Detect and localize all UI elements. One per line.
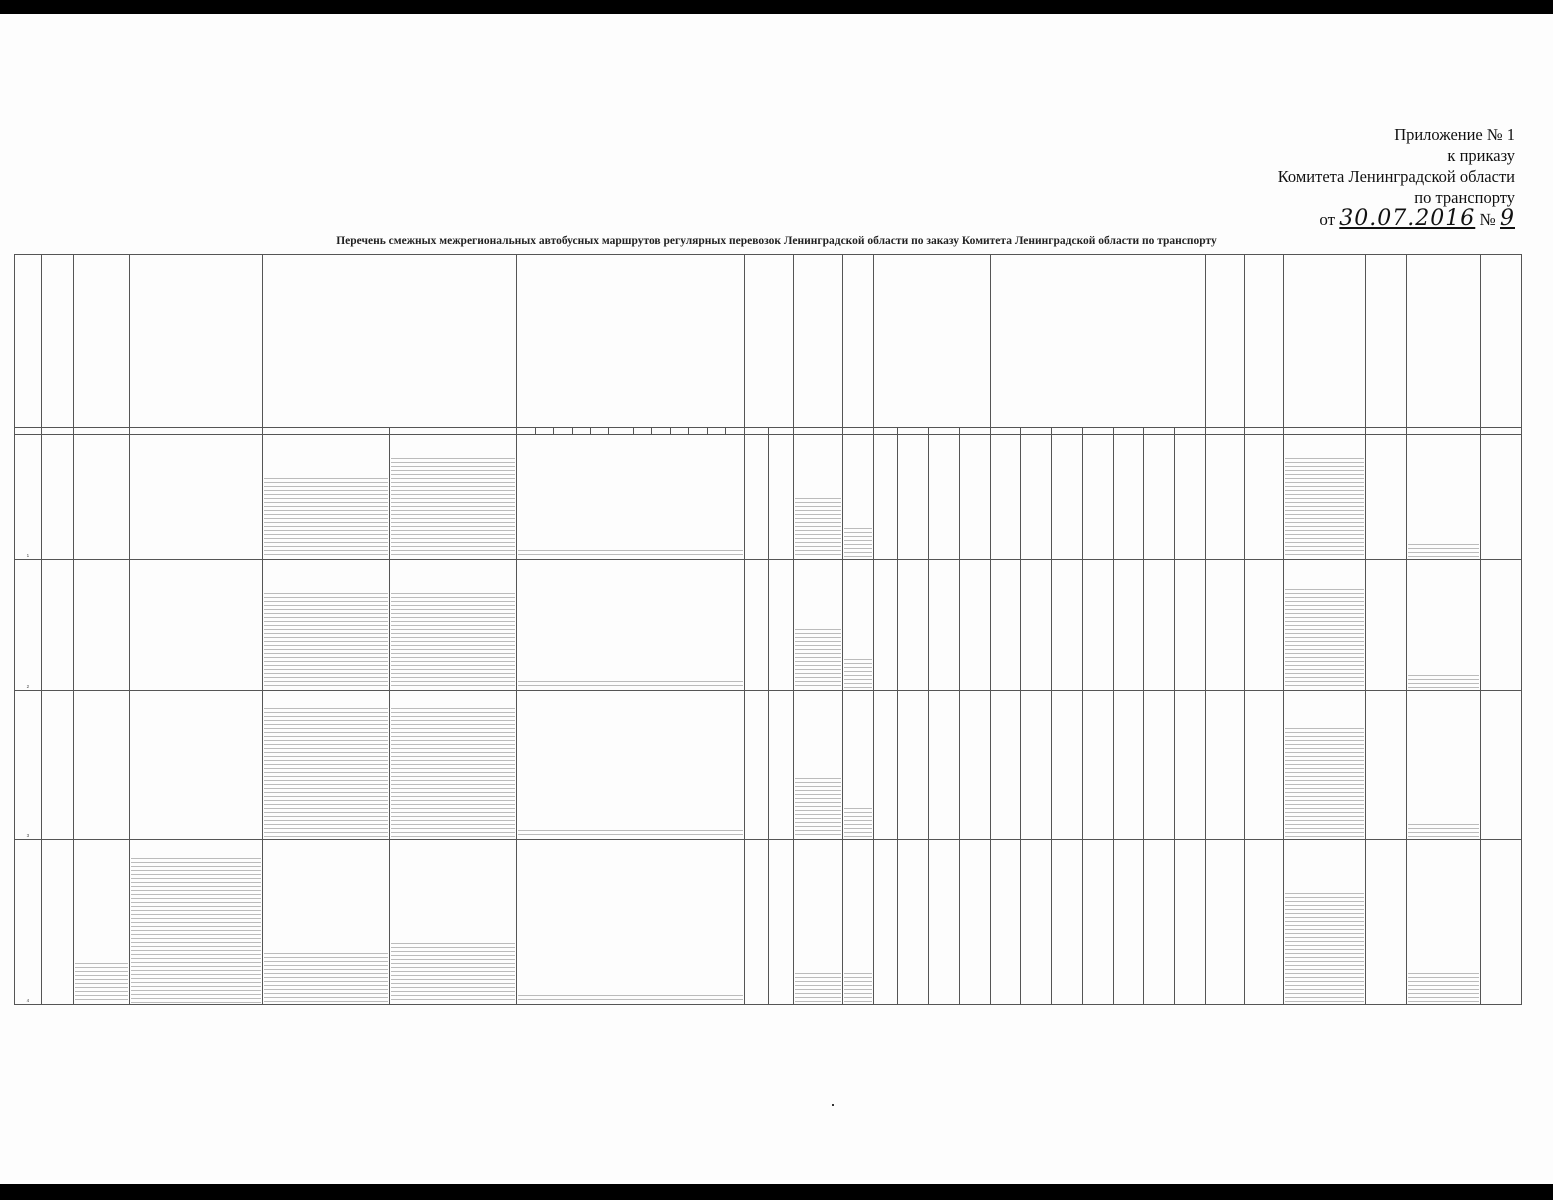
approval-line-2: к приказу [1447,146,1515,165]
approval-line-4: по транспорту [1414,188,1515,207]
column-number-cell [898,428,929,435]
table-cell [74,435,129,560]
table-cell [74,560,129,691]
table-cell [843,840,874,1005]
header-cell [1244,255,1283,428]
table-cell [1365,435,1406,560]
table-cell [929,840,960,1005]
header-cell [15,255,42,428]
table-cell [74,840,129,1005]
header-cell [1480,255,1521,428]
table-cell [744,691,769,840]
column-number-cell [929,428,960,435]
column-number-cell [634,428,652,435]
table-cell [1021,560,1052,691]
column-number-cell [390,428,517,435]
approval-line-3: Комитета Ленинградской области [1277,167,1515,186]
table-row [15,840,1522,1005]
approval-date-line [1278,208,1515,230]
header-cell [744,255,793,428]
table-cell [263,691,390,840]
header-cell [1406,255,1480,428]
table-cell [1480,560,1521,691]
column-number-cell [769,428,794,435]
table-cell [263,840,390,1005]
table-cell [898,840,929,1005]
table-cell [898,691,929,840]
table-cell [1021,840,1052,1005]
table-cell [390,435,517,560]
table-row [15,435,1522,560]
table-cell [1480,840,1521,1005]
column-number-cell [959,428,990,435]
table-cell [1113,560,1144,691]
column-number-cell [1283,428,1365,435]
table-cell [990,435,1021,560]
table-cell [1205,435,1244,560]
table-cell [769,840,794,1005]
column-number-cell [689,428,707,435]
table-cell [793,560,842,691]
table-cell [959,560,990,691]
header-cell [873,255,990,428]
column-number-cell [843,428,874,435]
table-cell [1144,691,1175,840]
table-cell [517,840,744,1005]
header-cell [129,255,262,428]
table-cell [1205,560,1244,691]
table-cell [873,691,898,840]
table-cell [1113,435,1144,560]
table-cell [1175,560,1206,691]
table-cell [1283,435,1365,560]
column-number-cell [1406,428,1480,435]
table-cell [959,691,990,840]
row-index: 1 [15,435,42,560]
table-cell [74,691,129,840]
table-cell [929,691,960,840]
table-cell [898,435,929,560]
approval-block [1278,124,1515,230]
table-cell [1052,691,1083,840]
table-cell [1244,435,1283,560]
table-cell [41,560,74,691]
column-number-cell [1175,428,1206,435]
table-cell [1052,560,1083,691]
column-number-cell [15,428,42,435]
order-date: 30.07.2016 [1339,206,1476,231]
table-cell [1480,691,1521,840]
table-cell [517,691,744,840]
header-cell [517,255,744,428]
column-number-cell [990,428,1021,435]
table-cell [873,435,898,560]
table-cell [744,435,769,560]
table-cell [1144,840,1175,1005]
table-cell [1021,435,1052,560]
table-cell [793,840,842,1005]
table-cell [129,691,262,840]
column-number-cell [129,428,262,435]
table-cell [41,435,74,560]
row-index: 2 [15,560,42,691]
column-number-cell [572,428,590,435]
header-cell [74,255,129,428]
document-page [0,14,1553,1184]
table-cell [990,691,1021,840]
table-header-row [15,255,1522,428]
table-cell [929,560,960,691]
table-cell [769,691,794,840]
table-cell [959,435,990,560]
table-cell [1175,435,1206,560]
table-cell [898,560,929,691]
table-cell [1365,560,1406,691]
table-cell [1175,840,1206,1005]
table-cell [263,560,390,691]
table-cell [1283,560,1365,691]
table-cell [1244,691,1283,840]
table-cell [1175,691,1206,840]
table-cell [1021,691,1052,840]
table-cell [1205,691,1244,840]
table-cell [1365,840,1406,1005]
table-cell [1244,560,1283,691]
table-cell [129,560,262,691]
table-cell [769,435,794,560]
approval-line-1: Приложение № 1 [1394,125,1515,144]
header-cell [1365,255,1406,428]
table-cell [390,560,517,691]
column-number-row [15,428,1522,435]
order-number: 9 [1500,206,1515,231]
table-cell [873,560,898,691]
row-index: 3 [15,691,42,840]
table-cell [744,840,769,1005]
column-number-cell [793,428,842,435]
table-cell [1144,435,1175,560]
header-cell [41,255,74,428]
column-number-cell [1205,428,1244,435]
column-number-cell [41,428,74,435]
table-row [15,691,1522,840]
table-cell [1283,691,1365,840]
table-cell [1052,435,1083,560]
column-number-cell [744,428,769,435]
table-cell [1082,435,1113,560]
table-cell [1082,691,1113,840]
table-cell [929,435,960,560]
table-cell [41,691,74,840]
scan-speck [832,1104,834,1106]
document-title: Перечень смежных межрегиональных автобусных маршрутов регулярных перевозок Ленинградской области по заказу Комитета Ленинградской области по транспорту [336,235,1217,247]
column-number-cell [74,428,129,435]
table-cell [517,560,744,691]
table-cell [843,691,874,840]
table-cell [1082,560,1113,691]
table-cell [793,435,842,560]
table-cell [959,840,990,1005]
column-number-cell [1082,428,1113,435]
table-cell [1082,840,1113,1005]
table-cell [990,840,1021,1005]
column-number-cell [554,428,572,435]
number-prefix: № [1479,210,1496,229]
header-cell [990,255,1205,428]
column-number-cell [1144,428,1175,435]
date-prefix: от [1319,210,1336,229]
column-number-cell [1052,428,1083,435]
table-cell [1144,560,1175,691]
table-cell [843,560,874,691]
table-cell [1244,840,1283,1005]
header-cell [1205,255,1244,428]
table-cell [1406,435,1480,560]
table-cell [1052,840,1083,1005]
column-number-cell [873,428,898,435]
table-cell [41,840,74,1005]
header-cell [1283,255,1365,428]
table-cell [744,560,769,691]
table-cell [990,560,1021,691]
table-cell [129,435,262,560]
column-number-cell [1244,428,1283,435]
routes-table [14,254,1522,1005]
column-number-cell [1021,428,1052,435]
column-number-cell [1113,428,1144,435]
column-number-cell [517,428,535,435]
column-number-cell [1480,428,1521,435]
table-cell [1283,840,1365,1005]
table-cell [390,840,517,1005]
table-cell [1365,691,1406,840]
table-cell [1406,560,1480,691]
table-cell [517,435,744,560]
header-cell [793,255,842,428]
table-cell [843,435,874,560]
table-cell [1113,840,1144,1005]
table-cell [1406,840,1480,1005]
column-number-cell [652,428,670,435]
column-number-cell [609,428,634,435]
column-number-cell [670,428,688,435]
table-cell [1406,691,1480,840]
table-cell [769,560,794,691]
row-index: 4 [15,840,42,1005]
header-cell [843,255,874,428]
table-cell [390,691,517,840]
column-number-cell [535,428,553,435]
table-cell [1205,840,1244,1005]
table-cell [129,840,262,1005]
column-number-cell [591,428,609,435]
table-cell [263,435,390,560]
column-number-cell [263,428,390,435]
header-cell [263,255,517,428]
table-row [15,560,1522,691]
column-number-cell [707,428,725,435]
table-cell [793,691,842,840]
table-cell [873,840,898,1005]
column-number-cell [726,428,744,435]
table-cell [1480,435,1521,560]
table-cell [1113,691,1144,840]
column-number-cell [1365,428,1406,435]
